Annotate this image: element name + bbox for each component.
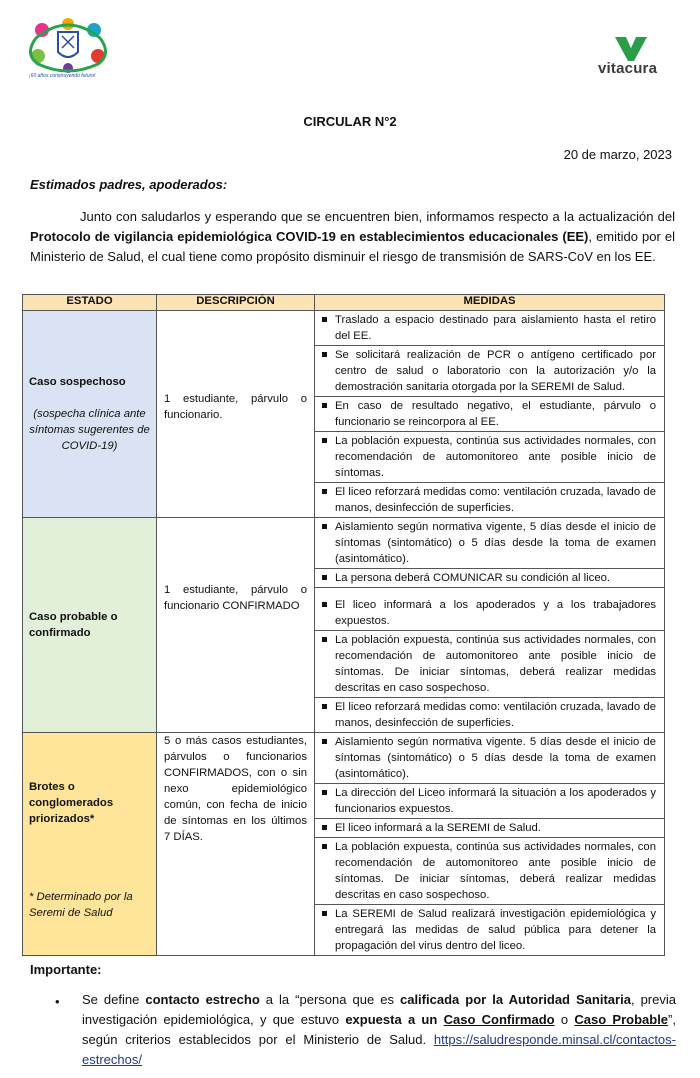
- measure-text: El liceo reforzará medidas como: ventilación cruzada, lavado de manos, desinfección de superficies.: [335, 701, 656, 729]
- list-item: [315, 819, 664, 838]
- estado-label: Caso probable o confirmado: [29, 611, 118, 639]
- measures-table: [22, 294, 665, 956]
- list-item: [315, 733, 664, 784]
- header-descripcion: DESCRIPCIÓN: [157, 295, 315, 311]
- note-text-5: ”, según criterios establecidos por el Ministerio de Salud.: [82, 1012, 676, 1047]
- document-date: 20 de marzo, 2023: [563, 147, 672, 162]
- bullet-square-icon: [322, 637, 327, 642]
- school-tagline: ¡60 años construyendo futuro!: [29, 73, 96, 79]
- measure-text: Se solicitará realización de PCR o antígeno certificado por centro de salud o laboratorio con la autorización y/o la demostración sanitaria otorgada por la SEREMI de Salud.: [335, 349, 656, 393]
- header-medidas: MEDIDAS: [315, 295, 665, 311]
- measure-text: La población expuesta, continúa sus actividades normales, con recomendación de automonitoreo ante posible inicio de síntomas.: [335, 435, 656, 479]
- bullet-square-icon: [322, 844, 327, 849]
- bullet-dot-icon: •: [55, 994, 60, 1009]
- list-item: [315, 588, 664, 631]
- list-item: [315, 698, 664, 732]
- bullet-square-icon: [322, 352, 327, 357]
- note-exposed: expuesta a un: [345, 1012, 444, 1027]
- bullet-square-icon: [322, 602, 327, 607]
- important-heading: Importante:: [30, 962, 102, 977]
- note-text-2: a la “persona que es: [259, 992, 400, 1007]
- measure-text: Traslado a espacio destinado para aislamiento hasta el retiro del EE.: [335, 314, 656, 342]
- vitacura-v-icon: [614, 36, 648, 62]
- bullet-square-icon: [322, 317, 327, 322]
- important-note: [82, 990, 676, 1070]
- greeting: Estimados padres, apoderados:: [30, 177, 228, 192]
- note-text-4: o: [554, 1012, 575, 1027]
- descripcion-cell: [157, 518, 315, 733]
- note-confirmed-case: Caso Confirmado: [443, 1012, 555, 1027]
- estado-cell: [23, 733, 157, 956]
- estado-label: Caso sospechoso: [29, 376, 126, 388]
- measure-text: La población expuesta, continúa sus actividades normales, con recomendación de automonitoreo ante posible inicio de síntomas. De iniciar síntomas, deberá realizar medidas descritas en caso sospechoso.: [335, 634, 656, 694]
- table-row: [23, 733, 665, 956]
- municipality-logo: [598, 36, 668, 78]
- measure-text: La dirección del Liceo informará la situación a los apoderados y funcionarios expuestos.: [335, 787, 656, 815]
- school-logo: [28, 18, 108, 80]
- list-item: [315, 397, 664, 432]
- table-row: [23, 518, 665, 733]
- municipality-name: vitacura: [598, 60, 658, 77]
- document-title: CIRCULAR N°2: [303, 114, 397, 129]
- list-item: [315, 631, 664, 698]
- measure-text: El liceo informará a los apoderados y a los trabajadores expuestos.: [335, 599, 656, 627]
- measure-text: La población expuesta, continúa sus actividades normales, con recomendación de automonitoreo ante posible inicio de síntomas. De iniciar síntomas, deberá realizar medidas descritas en caso sospechoso.: [335, 841, 656, 901]
- estado-note: * Determinado por la Seremi de Salud: [29, 891, 133, 919]
- intro-text-1: Junto con saludarlos y esperando que se encuentren bien, informamos respecto a la actualización del: [80, 209, 675, 224]
- list-item: [315, 518, 664, 569]
- measure-text: El liceo informará a la SEREMI de Salud.: [335, 822, 541, 834]
- minsal-link[interactable]: https://saludresponde.minsal.cl/contactos-estrechos/: [82, 1032, 676, 1067]
- bullet-square-icon: [322, 438, 327, 443]
- bullet-square-icon: [322, 575, 327, 580]
- note-text-1: Se define: [82, 992, 146, 1007]
- measure-text: En caso de resultado negativo, el estudiante, párvulo o funcionario se reincorpora al EE.: [335, 400, 656, 428]
- intro-paragraph: [30, 207, 675, 267]
- intro-protocol-name: Protocolo de vigilancia epidemiológica COVID-19 en establecimientos educacionales (EE): [30, 229, 589, 244]
- descripcion-text: 1 estudiante, párvulo o funcionario.: [164, 393, 307, 421]
- bullet-square-icon: [322, 911, 327, 916]
- bullet-square-icon: [322, 403, 327, 408]
- table-row: [23, 311, 665, 518]
- estado-cell: [23, 518, 157, 733]
- list-item: [315, 432, 664, 483]
- school-emblem-icon: [28, 18, 108, 74]
- bullet-square-icon: [322, 825, 327, 830]
- descripcion-cell: [157, 733, 315, 956]
- descripcion-text: 5 o más casos estudiantes, párvulos o funcionarios CONFIRMADOS, con o sin nexo epidemiológico común, con fecha de inicio de síntomas en los últimos 7 DÍAS.: [164, 735, 307, 843]
- measure-text: La SEREMI de Salud realizará investigación epidemiológica y entregará las medidas de salud pública para detener la propagación del virus dentro del liceo.: [335, 908, 656, 952]
- list-item: [315, 346, 664, 397]
- measure-text: Aislamiento según normativa vigente. 5 días desde el inicio de síntomas (sintomático) o 5 días desde la toma de examen (asintomático).: [335, 736, 656, 780]
- table-header-row: [23, 295, 665, 311]
- list-item: [315, 838, 664, 905]
- note-text-3: , previa investigación epidemiológica, y que estuvo: [82, 992, 676, 1027]
- estado-note: (sospecha clínica ante síntomas sugerentes de COVID-19): [29, 408, 150, 452]
- medidas-cell: [315, 311, 665, 518]
- medidas-cell: [315, 733, 665, 956]
- note-probable-case: Caso Probable: [574, 1012, 669, 1027]
- list-item: [315, 569, 664, 588]
- list-item: [315, 905, 664, 955]
- intro-text-2: , emitido por el Ministerio de Salud, el cual tiene como propósito disminuir el riesgo de transmisión de SARS-CoV en los EE.: [30, 229, 676, 264]
- header-estado: ESTADO: [23, 295, 157, 311]
- list-item: [315, 311, 664, 346]
- descripcion-text: 1 estudiante, párvulo o funcionario CONFIRMADO: [164, 584, 307, 612]
- estado-label: Brotes o conglomerados priorizados*: [29, 781, 114, 825]
- note-term: contacto estrecho: [145, 992, 260, 1007]
- measure-text: El liceo reforzará medidas como: ventilación cruzada, lavado de manos, desinfección de superficies.: [335, 486, 656, 514]
- measure-text: Aislamiento según normativa vigente, 5 días desde el inicio de síntomas (sintomático) o 5 días desde la toma de examen (asintomático).: [335, 521, 656, 565]
- bullet-square-icon: [322, 489, 327, 494]
- descripcion-cell: [157, 311, 315, 518]
- list-item: [315, 784, 664, 819]
- estado-cell: [23, 311, 157, 518]
- note-authority: calificada por la Autoridad Sanitaria: [399, 992, 631, 1007]
- bullet-square-icon: [322, 704, 327, 709]
- bullet-square-icon: [322, 739, 327, 744]
- measure-text: La persona deberá COMUNICAR su condición al liceo.: [335, 572, 611, 584]
- list-item: [315, 483, 664, 517]
- medidas-cell: [315, 518, 665, 733]
- bullet-square-icon: [322, 790, 327, 795]
- bullet-square-icon: [322, 524, 327, 529]
